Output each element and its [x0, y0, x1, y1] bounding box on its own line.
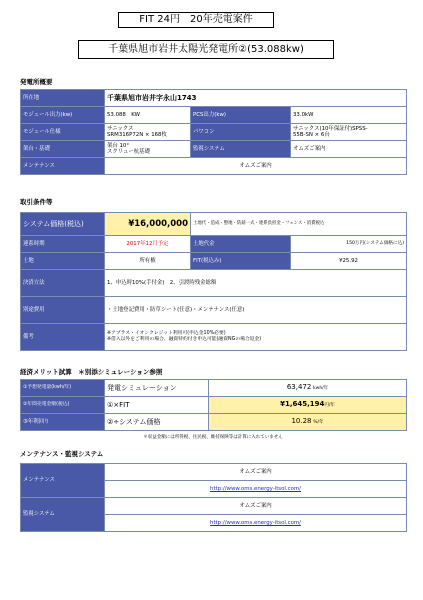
pcs-output-value: 33.0kW: [291, 107, 407, 124]
price-value: ¥16,000,000: [105, 213, 191, 236]
overview-section-title: 発電所概要: [20, 78, 53, 86]
maint-table: [20, 463, 407, 532]
document-title: FIT 24円 20年売電案件: [118, 12, 274, 28]
remarks-label: 備考: [21, 324, 105, 351]
merit-row1-value-cell: [209, 380, 407, 397]
merit-row1-value: 63,472: [286, 382, 312, 391]
merit-row2-value-cell: [209, 397, 407, 414]
maint-maintenance-label: メンテナンス: [21, 464, 105, 498]
merit-row1-desc: 発電シミュレーション: [105, 380, 209, 397]
maintenance-value: オムズご案内: [105, 158, 407, 175]
price-label: システム価格(税込): [21, 213, 105, 236]
monitor-url-link[interactable]: http://www.oms.energy-itsol.com/: [210, 519, 301, 526]
powercon-line2: 55B-SN × 6台: [293, 132, 330, 138]
mount-label: 架台・基礎: [21, 141, 105, 158]
merit-row3-desc: ②÷システム価格: [105, 414, 209, 431]
powercon-line1: サニックス(10年保証付)SPSS-: [293, 125, 368, 132]
powercon-label: パワコン: [191, 124, 291, 141]
maintenance-url-link[interactable]: http://www.oms.energy-itsol.com/: [210, 485, 301, 492]
land-fee-label: 土地代金: [191, 236, 291, 253]
mount-line1: 架台 10°: [107, 142, 130, 149]
extra-cost-value: ・土地登記費用・防草シート(任意)・メンテナンス(任意): [105, 297, 407, 324]
monitor-label: 監視システム: [191, 141, 291, 158]
terms-table: [20, 212, 407, 351]
merit-row3-value-cell: [209, 414, 407, 431]
maint-monitor-value: オムズご案内: [105, 498, 407, 515]
merit-row2-desc: ①×FIT: [105, 397, 209, 414]
connect-value: 2017年12月予定: [105, 236, 191, 253]
merit-row3-unit: %/年: [313, 419, 324, 425]
module-spec-line2: SRM316P72N × 168枚: [107, 132, 167, 138]
merit-row2-value: ¥1,645,194: [280, 399, 325, 408]
remarks-line1: ※アプラス・イオンクレジット利用可(申込金10%必要): [107, 330, 226, 336]
payment-value: 1、申込時10%(手付金) 2、引渡時残金総額: [105, 270, 407, 297]
monitor-value: オムズご案内: [291, 141, 407, 158]
merit-row2-label: ②年間売電金額(税込): [21, 397, 105, 414]
connect-label: 連系時期: [21, 236, 105, 253]
fit-label: FIT(税込み): [191, 253, 291, 270]
module-spec-value: [105, 124, 191, 141]
extra-cost-label: 別途費用: [21, 297, 105, 324]
land-value: 所有権: [105, 253, 191, 270]
pcs-output-label: PCS出力(kw): [191, 107, 291, 124]
overview-table: [20, 89, 407, 175]
module-output-label: モジュール出力(kw): [21, 107, 105, 124]
payment-label: 決済方法: [21, 270, 105, 297]
land-fee-value: 150万円(システム価格に込): [291, 236, 407, 253]
fit-value: ¥25.92: [291, 253, 407, 270]
maint-maintenance-url-cell: [105, 481, 407, 498]
location-label: 所在地: [21, 90, 105, 107]
remarks-value: [105, 324, 407, 351]
remarks-line2: ※借入以外をご利用の場合、融資特約付き申込可能(融資NGの場合返金): [107, 337, 262, 342]
maint-maintenance-value: オムズご案内: [105, 464, 407, 481]
terms-section-title: 取引条件等: [20, 198, 53, 206]
maint-monitor-label: 監視システム: [21, 498, 105, 532]
merit-row3-value: 10.28: [291, 416, 312, 425]
module-spec-line1: サニックス: [107, 125, 134, 132]
merit-section-title: 経済メリット試算 ＊別添シミュレーション参照: [20, 368, 163, 376]
location-value: 千葉県旭市岩井字永山1743: [105, 90, 407, 107]
module-spec-label: モジュール仕様: [21, 124, 105, 141]
merit-row1-label: ①予想発電量(kwh/年): [21, 380, 105, 397]
merit-row3-label: ③年利回り: [21, 414, 105, 431]
merit-row1-unit: kwh/年: [313, 385, 329, 391]
mount-line2: スクリュー杭基礎: [107, 149, 150, 155]
plant-name-title: 千葉県旭市岩井太陽光発電所②(53.088kw): [78, 40, 334, 59]
merit-row2-unit: 円/年: [324, 402, 335, 408]
mount-value: [105, 141, 191, 158]
price-note: 土地代・造成・整地・防錆一式・連系負担金・フェンス・消費税込: [191, 213, 407, 236]
module-output-value: 53.088 KW: [105, 107, 191, 124]
powercon-value: [291, 124, 407, 141]
merit-footnote: ＊収益金額には所得税、住民税、維持保険等は計算に入れていません: [143, 435, 283, 440]
maintenance-label: メンテナンス: [21, 158, 105, 175]
maint-monitor-url-cell: [105, 515, 407, 532]
land-label: 土地: [21, 253, 105, 270]
maint-section-title: メンテナンス・監視システム: [20, 450, 104, 458]
merit-table: [20, 379, 407, 431]
